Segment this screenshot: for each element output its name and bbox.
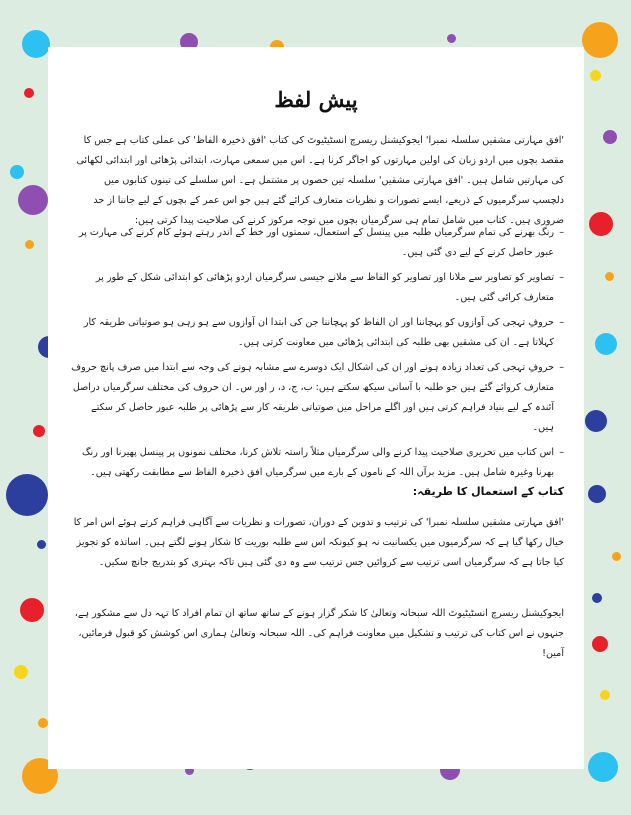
document-page — [48, 47, 584, 769]
decor-dot — [33, 425, 45, 437]
decor-dot — [25, 240, 34, 249]
intro-paragraph: 'افق مہارتی مشقیں سلسلہ نمبرا' ایجوکیشنل ریسرچ انسٹیٹیوٹ کی کتاب 'افق ذخیرہ الفاظ' کی عملی کتاب ہے جس کا مقصد بچوں میں اردو زبان کی اولین مہارتوں کو اجاگر کرنا ہے۔ اس میں سمعی مہارت، ابتدائی پڑھائی اور ابتدائی لکھائی کی مہارتیں شامل ہیں۔ 'افق مہارتی مشقیں' سلسلہ تین حصوں پر مشتمل ہے۔ اس سلسلے کی تینوں کتابوں میں دلچسپ سرگرمیوں کے ذریعے، ایسے تصورات و نظریات متعارف کرائے گئے ہیں جو اس عمر کے بچوں کے لیے جاننا از حد ضروری ہیں۔ کتاب میں شامل تمام ہی سرگرمیاں بچوں میں توجہ مرکوز کرنے کی صلاحیت پیدا کرتی ہیں: — [76, 135, 564, 226]
decor-dot — [20, 598, 44, 622]
decor-dot — [605, 272, 614, 281]
decor-dot — [10, 165, 24, 179]
decor-dot — [6, 474, 48, 516]
decor-dot — [582, 22, 618, 58]
decor-dot — [603, 130, 617, 144]
decor-dot — [592, 636, 608, 652]
decor-dot — [590, 70, 601, 81]
decor-dot — [595, 333, 617, 355]
decor-dot — [592, 593, 602, 603]
method-paragraph: 'افق مہارتی مشقیں سلسلہ نمبرا' کی ترتیب و تدوین کے دوران، تصورات و نظریات سے آگاہی فراہم کرتے ہوئے اس امر کا خیال رکھا گیا ہے کہ سرگرمیوں میں یکسانیت نہ ہو کیونکہ اس سے طلبہ بوریت کا شکار ہونے لگتے ہیں۔ اساتذہ کو تجویز کیا جاتا ہے کہ سرگرمیاں اسی ترتیب سے کروائیں جس ترتیب سے وہ دی گئی ہیں تاکہ بہتری کو بتدریج جانچ سکیں۔ — [73, 517, 564, 568]
list-item: – تصاویر کو تصاویر سے ملانا اور تصاویر کو الفاظ سے ملانے جیسی سرگرمیاں اردو پڑھائی کو ابتدائی شکل کے طور پر متعارف کرائی گئی ہیں۔ — [70, 268, 564, 308]
section-heading: کتاب کے استعمال کا طریقہ: — [412, 485, 564, 498]
decor-dot — [37, 540, 46, 549]
decor-dot — [612, 552, 621, 561]
decor-dot — [588, 485, 606, 503]
decor-dot — [447, 34, 456, 43]
decor-dot — [24, 88, 34, 98]
list-item: – حروفِ تہجی کی آوازوں کو پہچاننا اور ان الفاظ کو پہچاننا جن کی ابتدا ان آوازوں سے ہو رہی ہو صوتیاتی طریقہ کار کہلاتا ہے۔ ان کی مشقیں بھی طلبہ کی ابتدائی پڑھائی میں معاونت کرتی ہیں۔ — [70, 313, 564, 353]
decor-dot — [588, 752, 618, 782]
decor-dot — [18, 185, 48, 215]
decor-dot — [585, 410, 607, 432]
decor-dot — [589, 212, 613, 236]
list-item: – رنگ بھرنے کی تمام سرگرمیاں طلبہ میں پینسل کے استعمال، سمتوں اور خط کے اندر رہتے ہوئے کام کرنے کی مہارت پر عبور حاصل کرنے کے لیے دی گئی ہیں۔ — [70, 223, 564, 263]
acknowledgment-paragraph: ایجوکیشنل ریسرچ انسٹیٹیوٹ اللہ سبحانہ وتعالیٰ کا شکر گزار ہونے کے ساتھ ساتھ ان تمام افراد کا تہہ دل سے مشکور ہے، جنہوں نے اس کتاب کی ترتیب و تشکیل میں معاونت فراہم کی۔ اللہ سبحانہ وتعالیٰ ہماری اس کوشش کو قبول فرمائیں، آمین! — [74, 608, 564, 659]
bullet-list — [70, 223, 564, 488]
decor-dot — [22, 30, 50, 58]
decor-dot — [38, 718, 48, 728]
page-title: پیش لفظ — [274, 87, 358, 112]
decor-dot — [600, 690, 610, 700]
list-item: – اس کتاب میں تحریری صلاحیت پیدا کرنے والی سرگرمیاں مثلاً راستہ تلاش کرنا، مختلف نمونوں پر پینسل پھیرنا اور رنگ بھرنا وغیرہ شامل ہیں۔ مزید برآں اللہ کے ناموں کے بارے میں سرگرمیاں افق ذخیرہ الفاظ سے مطابقت رکھتی ہیں۔ — [70, 443, 564, 483]
list-item: – حروفِ تہجی کی تعداد زیادہ ہونے اور ان کی اشکال ایک دوسرے سے مشابہ ہونے کی وجہ سے ابتدا میں صرف پانچ حروف متعارف کروائے گئے ہیں جو طلبہ با آسانی سیکھ سکتے ہیں: ب، ج، د، ر اور س۔ ان حروف کی مختلف سرگرمیاں دراصل آئندہ کے لیے بنیاد فراہم کرتی ہیں اور اگلے مراحل میں صوتیاتی طریقہ کار سے پڑھائی پر طلبہ عبور حاصل کر سکتے ہیں۔ — [70, 358, 564, 438]
decor-dot — [14, 665, 28, 679]
